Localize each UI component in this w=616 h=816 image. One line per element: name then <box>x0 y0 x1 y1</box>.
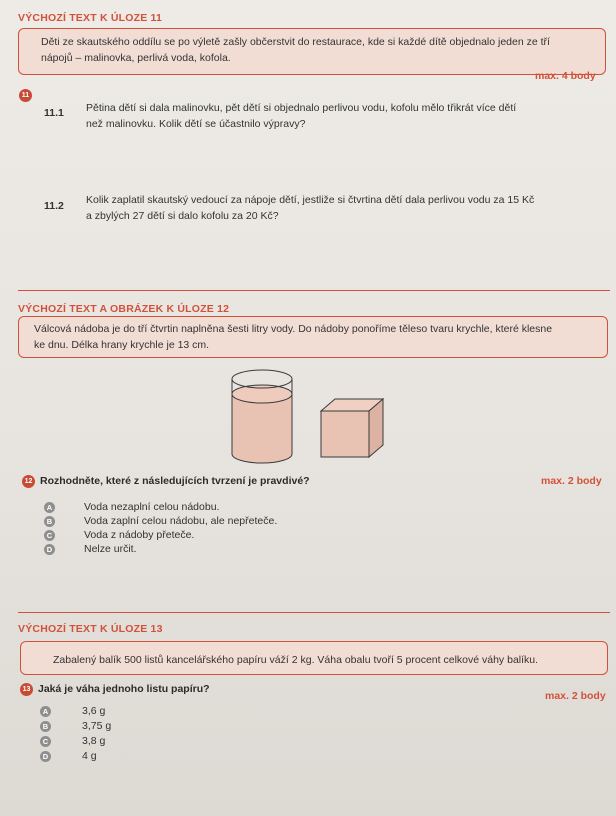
subtask-11-2-line1: Kolik zaplatil skautský vedoucí za nápoje dětí, jestliže si čtvrtina dětí dala perlivou vodu za 15 Kč <box>86 194 535 206</box>
option-text: Voda nezaplní celou nádobu. <box>84 501 220 513</box>
subtask-11-1-number: 11.1 <box>44 107 64 119</box>
section-12-context-line2: ke dnu. Délka hrany krychle je 13 cm. <box>34 339 210 351</box>
task-13-max-points: max. 2 body <box>545 690 606 702</box>
option-text: Voda zaplní celou nádobu, ale nepřeteče. <box>84 515 278 527</box>
cube-front-face <box>321 411 369 457</box>
option-letter-badge: D <box>44 544 55 555</box>
subtask-11-1-line2: než malinovku. Kolik dětí se účastnilo výpravy? <box>86 118 306 130</box>
cylinder-water <box>232 394 292 463</box>
subtask-11-2-number: 11.2 <box>44 200 64 212</box>
cylinder-and-cube-figure <box>225 364 395 466</box>
option-letter-badge: A <box>40 706 51 717</box>
option-text: Voda z nádoby přeteče. <box>84 529 195 541</box>
task-13-question: Jaká je váha jednoho listu papíru? <box>38 683 210 695</box>
task-11-number-badge: 11 <box>19 89 32 102</box>
section-11-context-line2: nápojů – malinovka, perlivá voda, kofola. <box>41 52 231 64</box>
option-letter-badge: D <box>40 751 51 762</box>
section-12-context-line1: Válcová nádoba je do tří čtvrtin naplněna šesti litry vody. Do nádoby ponoříme těleso tvaru krychle, které klesne <box>34 323 553 335</box>
subtask-11-1-line1: Pětina dětí si dala malinovku, pět dětí si objednalo perlivou vodu, kofolu mělo třikrát více dětí <box>86 102 517 114</box>
section-12-heading: VÝCHOZÍ TEXT A OBRÁZEK K ÚLOZE 12 <box>18 303 230 315</box>
section-12-context-box <box>18 316 608 358</box>
task-12-max-points: max. 2 body <box>541 475 602 487</box>
section-13-context-box <box>20 641 608 675</box>
option-letter-badge: C <box>40 736 51 747</box>
task-11-max-points: max. 4 body <box>535 70 596 82</box>
section-13-heading: VÝCHOZÍ TEXT K ÚLOZE 13 <box>18 623 163 635</box>
task-12-question: Rozhodněte, které z následujících tvrzení je pravdivé? <box>40 475 310 487</box>
subtask-11-1-text <box>86 100 516 132</box>
section-13-context-text: Zabalený balík 500 listů kancelářského papíru váží 2 kg. Váha obalu tvoří 5 procent celkové váhy balíku. <box>53 654 539 666</box>
option-letter-badge: B <box>40 721 51 732</box>
option-text: Nelze určit. <box>84 543 137 555</box>
option-text: 3,8 g <box>82 735 106 747</box>
option-text: 4 g <box>82 750 97 762</box>
section-11-heading: VÝCHOZÍ TEXT K ÚLOZE 11 <box>18 12 163 24</box>
option-text: 3,75 g <box>82 720 112 732</box>
task-12-number-badge: 12 <box>22 475 35 488</box>
subtask-11-2-line2: a zbylých 27 dětí si dalo kofolu za 20 Kč? <box>86 210 279 222</box>
section-divider-2 <box>18 612 610 613</box>
subtask-11-2-text <box>86 192 534 224</box>
option-text: 3,6 g <box>82 705 106 717</box>
option-letter-badge: B <box>44 516 55 527</box>
task-13-number-badge: 13 <box>20 683 33 696</box>
section-11-context-line1: Děti ze skautského oddílu se po výletě zašly občerstvit do restaurace, kde si každé dítě objednalo jeden ze tří <box>41 36 550 48</box>
option-letter-badge: A <box>44 502 55 513</box>
option-letter-badge: C <box>44 530 55 541</box>
section-11-context-box <box>18 28 606 75</box>
section-divider-1 <box>18 290 610 291</box>
